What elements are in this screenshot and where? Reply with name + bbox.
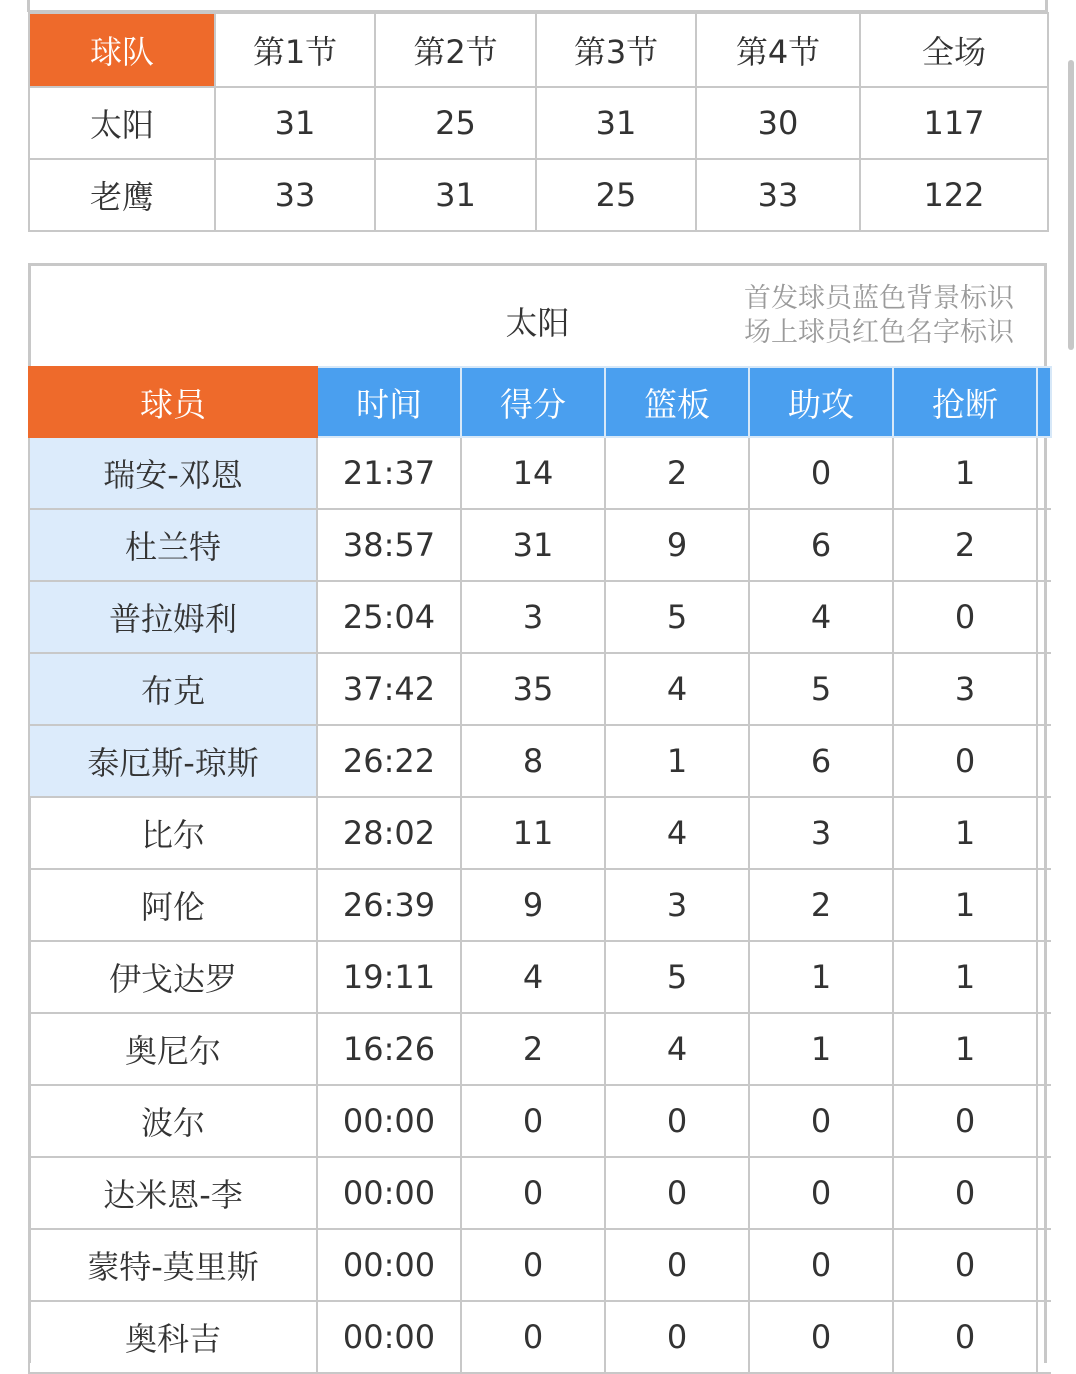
player-time: 21:37 (317, 437, 461, 509)
quarter-cell-total: 122 (860, 159, 1048, 231)
player-points: 31 (461, 509, 605, 581)
player-header-steals: 抢断 (893, 367, 1037, 437)
player-time: 19:11 (317, 941, 461, 1013)
player-rebounds: 0 (605, 1229, 749, 1301)
quarter-cell-total: 117 (860, 87, 1048, 159)
player-row (29, 653, 1051, 725)
player-header-rebounds: 篮板 (605, 367, 749, 437)
player-overflow-cell (1037, 1013, 1051, 1085)
player-stats-table (28, 366, 1052, 1374)
player-row (29, 437, 1051, 509)
player-assists: 0 (749, 437, 893, 509)
player-time: 38:57 (317, 509, 461, 581)
player-steals: 1 (893, 941, 1037, 1013)
player-steals: 0 (893, 1301, 1037, 1373)
quarter-cell: 33 (696, 159, 860, 231)
player-rows (29, 437, 1051, 1373)
player-name: 普拉姆利 (29, 581, 317, 653)
player-time: 00:00 (317, 1157, 461, 1229)
player-points: 11 (461, 797, 605, 869)
player-name: 杜兰特 (29, 509, 317, 581)
player-points: 8 (461, 725, 605, 797)
player-assists: 3 (749, 797, 893, 869)
player-points: 0 (461, 1301, 605, 1373)
player-name: 泰厄斯-琼斯 (29, 725, 317, 797)
quarter-header-q4: 第4节 (696, 13, 860, 87)
player-assists: 4 (749, 581, 893, 653)
quarter-cell: 31 (536, 87, 696, 159)
player-time: 26:22 (317, 725, 461, 797)
player-header-name: 球员 (29, 367, 317, 437)
player-row (29, 581, 1051, 653)
player-assists: 0 (749, 1301, 893, 1373)
quarter-row-suns (29, 87, 1048, 159)
player-points: 2 (461, 1013, 605, 1085)
player-name: 蒙特-莫里斯 (29, 1229, 317, 1301)
quarter-cell: 31 (375, 159, 536, 231)
legend-oncourt-note: 场上球员红色名字标识 (744, 317, 1014, 348)
player-rebounds: 4 (605, 653, 749, 725)
player-assists: 2 (749, 869, 893, 941)
player-row (29, 1085, 1051, 1157)
quarter-header-team: 球队 (29, 13, 215, 87)
player-time: 00:00 (317, 1229, 461, 1301)
quarter-cell: 33 (215, 159, 375, 231)
player-overflow-cell (1037, 581, 1051, 653)
player-assists: 1 (749, 941, 893, 1013)
player-rebounds: 1 (605, 725, 749, 797)
quarter-cell: 25 (375, 87, 536, 159)
player-time: 00:00 (317, 1301, 461, 1373)
player-steals: 0 (893, 1085, 1037, 1157)
player-steals: 2 (893, 509, 1037, 581)
player-time: 26:39 (317, 869, 461, 941)
player-rebounds: 2 (605, 437, 749, 509)
quarter-cell: 25 (536, 159, 696, 231)
team-header (31, 266, 1044, 370)
player-rebounds: 5 (605, 941, 749, 1013)
quarter-header-q3: 第3节 (536, 13, 696, 87)
player-rebounds: 0 (605, 1301, 749, 1373)
player-overflow-cell (1037, 869, 1051, 941)
quarter-score-table (28, 12, 1049, 232)
player-points: 9 (461, 869, 605, 941)
quarter-header-q1: 第1节 (215, 13, 375, 87)
player-points: 3 (461, 581, 605, 653)
player-steals: 0 (893, 725, 1037, 797)
player-header-points: 得分 (461, 367, 605, 437)
player-points: 35 (461, 653, 605, 725)
player-overflow-cell (1037, 509, 1051, 581)
player-name: 比尔 (29, 797, 317, 869)
player-header-row (29, 367, 1051, 437)
player-assists: 0 (749, 1157, 893, 1229)
player-steals: 0 (893, 1157, 1037, 1229)
player-row (29, 725, 1051, 797)
quarter-cell: 30 (696, 87, 860, 159)
quarter-cell-team: 太阳 (29, 87, 215, 159)
player-points: 0 (461, 1229, 605, 1301)
player-name: 波尔 (29, 1085, 317, 1157)
player-steals: 1 (893, 437, 1037, 509)
legend (744, 282, 1014, 350)
player-row (29, 1301, 1051, 1373)
player-row (29, 869, 1051, 941)
player-assists: 6 (749, 509, 893, 581)
player-name: 奥尼尔 (29, 1013, 317, 1085)
player-rebounds: 0 (605, 1157, 749, 1229)
player-rebounds: 0 (605, 1085, 749, 1157)
player-name: 瑞安-邓恩 (29, 437, 317, 509)
player-assists: 5 (749, 653, 893, 725)
player-time: 25:04 (317, 581, 461, 653)
previous-section-border (27, 0, 1048, 12)
player-row (29, 1013, 1051, 1085)
player-rebounds: 3 (605, 869, 749, 941)
player-overflow-cell (1037, 797, 1051, 869)
player-rebounds: 9 (605, 509, 749, 581)
legend-starter-note: 首发球员蓝色背景标识 (744, 283, 1014, 314)
player-name: 达米恩-李 (29, 1157, 317, 1229)
player-name: 奥科吉 (29, 1301, 317, 1373)
player-header-overflow (1037, 367, 1051, 437)
player-name: 阿伦 (29, 869, 317, 941)
player-steals: 0 (893, 581, 1037, 653)
player-time: 16:26 (317, 1013, 461, 1085)
player-time: 28:02 (317, 797, 461, 869)
player-overflow-cell (1037, 1157, 1051, 1229)
quarter-header-row (29, 13, 1048, 87)
player-overflow-cell (1037, 725, 1051, 797)
player-rebounds: 4 (605, 1013, 749, 1085)
player-assists: 6 (749, 725, 893, 797)
player-row (29, 1157, 1051, 1229)
quarter-cell: 31 (215, 87, 375, 159)
player-time: 00:00 (317, 1085, 461, 1157)
team-name: 太阳 (505, 304, 570, 342)
player-assists: 0 (749, 1085, 893, 1157)
player-rebounds: 4 (605, 797, 749, 869)
player-name: 伊戈达罗 (29, 941, 317, 1013)
player-row (29, 797, 1051, 869)
player-overflow-cell (1037, 653, 1051, 725)
player-rebounds: 5 (605, 581, 749, 653)
player-points: 14 (461, 437, 605, 509)
quarter-header-q2: 第2节 (375, 13, 536, 87)
quarter-header-total: 全场 (860, 13, 1048, 87)
player-overflow-cell (1037, 1229, 1051, 1301)
player-assists: 0 (749, 1229, 893, 1301)
player-assists: 1 (749, 1013, 893, 1085)
player-steals: 1 (893, 1013, 1037, 1085)
player-row (29, 1229, 1051, 1301)
player-steals: 1 (893, 797, 1037, 869)
player-steals: 3 (893, 653, 1037, 725)
player-overflow-cell (1037, 1301, 1051, 1373)
player-points: 0 (461, 1085, 605, 1157)
player-steals: 1 (893, 869, 1037, 941)
player-points: 0 (461, 1157, 605, 1229)
scrollbar[interactable] (1068, 60, 1074, 350)
player-header-time: 时间 (317, 367, 461, 437)
player-header-assists: 助攻 (749, 367, 893, 437)
player-name: 布克 (29, 653, 317, 725)
player-overflow-cell (1037, 437, 1051, 509)
player-overflow-cell (1037, 941, 1051, 1013)
player-row (29, 941, 1051, 1013)
player-overflow-cell (1037, 1085, 1051, 1157)
quarter-row-hawks (29, 159, 1048, 231)
player-steals: 0 (893, 1229, 1037, 1301)
player-points: 4 (461, 941, 605, 1013)
player-time: 37:42 (317, 653, 461, 725)
player-row (29, 509, 1051, 581)
quarter-cell-team: 老鹰 (29, 159, 215, 231)
